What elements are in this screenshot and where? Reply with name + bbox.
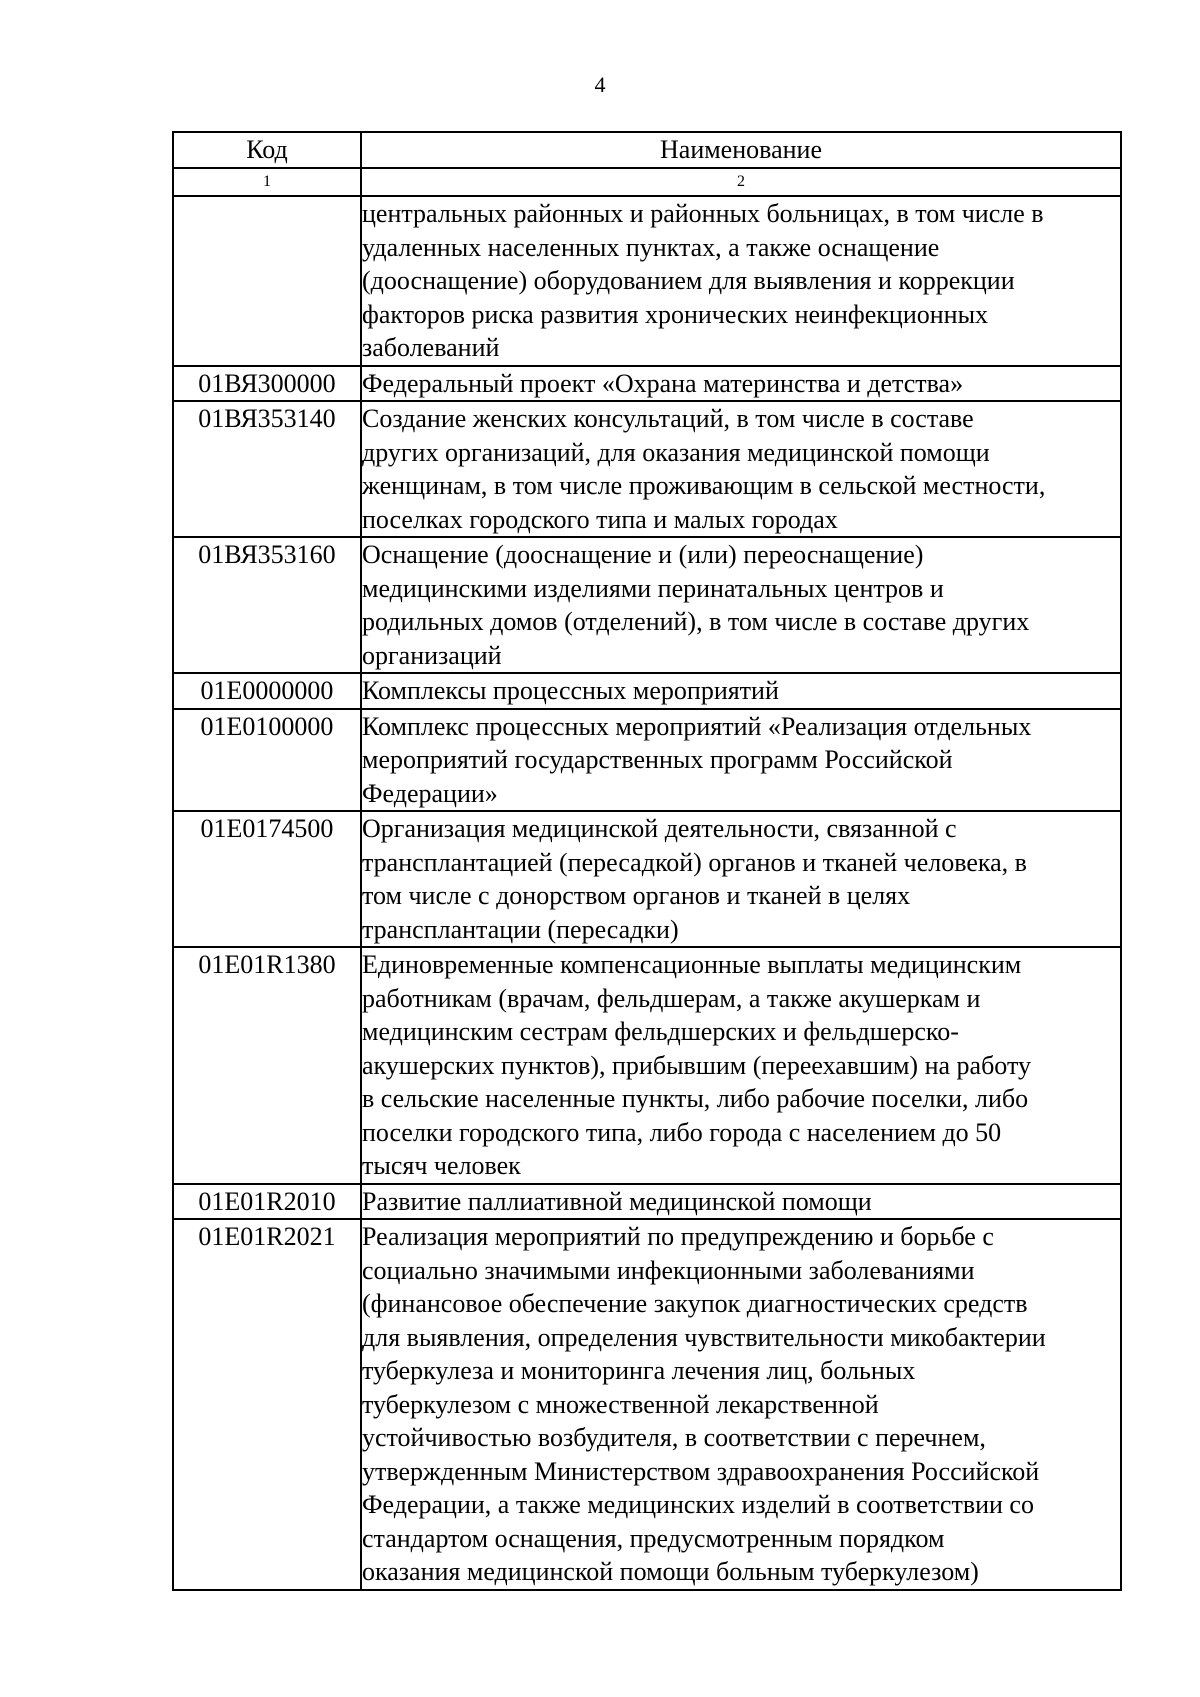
row-name-line: трансплантацией (пересадкой) органов и тканей человека, в: [362, 847, 1027, 877]
table-row: [173, 709, 1121, 812]
row-name-line: родильных домов (отделений), в том числе в составе других: [362, 607, 1030, 636]
column-number-row: [173, 168, 1121, 196]
row-name-line: Федеральный проект «Охрана материнства и детства»: [362, 368, 964, 398]
row-name-line: организаций: [362, 640, 502, 670]
row-name: [361, 811, 1121, 947]
row-name-line: Комплексы процессных мероприятий: [362, 676, 779, 705]
row-name: [361, 1219, 1121, 1590]
table-row: [173, 1219, 1121, 1590]
table-row: [173, 947, 1121, 1184]
row-name-line: центральных районных и районных больницах, в том числе в: [362, 199, 1044, 228]
table-row: [173, 811, 1121, 947]
table-row: [173, 673, 1121, 709]
row-name-line: заболеваний: [362, 333, 500, 362]
page-number: 4: [594, 72, 606, 97]
row-name-line: оказания медицинской помощи больным туберкулезом): [362, 1557, 979, 1586]
row-code: 01Е0000000: [173, 673, 361, 709]
row-code: 01ВЯ300000: [173, 366, 361, 402]
table-row: [173, 401, 1121, 537]
row-name: [361, 401, 1121, 537]
table-row: [173, 196, 1121, 366]
row-name-line: Оснащение (дооснащение и (или) переоснащение): [362, 540, 924, 569]
header-name: Наименование: [361, 132, 1121, 168]
row-name: [361, 673, 1121, 709]
row-name-line: поселках городского типа и малых городах: [362, 504, 838, 534]
table-header-row: [173, 132, 1121, 168]
row-name-line: для выявления, определения чувствительности микобактерии: [362, 1322, 1046, 1352]
row-code: 01Е0100000: [173, 709, 361, 812]
row-name-line: том числе с донорством органов и тканей в целях: [362, 881, 911, 910]
table-body: [173, 196, 1121, 1590]
row-name: [361, 537, 1121, 673]
row-code: 01Е0174500: [173, 811, 361, 947]
row-name-line: женщинам, в том числе проживающим в сельской местности,: [362, 471, 1046, 500]
row-code: 01ВЯ353140: [173, 401, 361, 537]
row-name-line: медицинским сестрам фельдшерских и фельдшерско-: [362, 1017, 959, 1046]
table-row: [173, 366, 1121, 402]
row-code: 01Е01R2021: [173, 1219, 361, 1590]
row-name: [361, 1184, 1121, 1220]
row-name-line: других организаций, для оказания медицинской помощи: [362, 437, 990, 467]
row-name-line: Федерации»: [362, 778, 498, 808]
row-name-line: поселки городского типа, либо города с населением до 50: [362, 1117, 1002, 1147]
table-row: [173, 1184, 1121, 1220]
row-name-line: туберкулезом с множественной лекарственной: [362, 1389, 879, 1419]
row-name-line: стандартом оснащения, предусмотренным порядком: [362, 1523, 945, 1553]
row-name-line: Организация медицинской деятельности, связанной с: [362, 814, 957, 843]
row-name-line: в сельские населенные пункты, либо рабочие поселки, либо: [362, 1084, 1029, 1113]
row-name-line: тысяч человек: [362, 1151, 521, 1180]
budget-code-table: [172, 131, 1122, 1591]
row-name-line: мероприятий государственных программ Российской: [362, 745, 953, 774]
column-number-2: 2: [361, 168, 1121, 196]
column-number-1: 1: [173, 168, 361, 196]
row-name-line: (дооснащение) оборудованием для выявления и коррекции: [362, 266, 1015, 295]
row-name-line: акушерских пунктов), прибывшим (переехавшим) на работу: [362, 1050, 1031, 1080]
header-code: Код: [173, 132, 361, 168]
row-name-line: работникам (врачам, фельдшерам, а также акушеркам и: [362, 983, 981, 1013]
row-code: 01Е01R1380: [173, 947, 361, 1184]
row-name: [361, 366, 1121, 402]
row-name-line: Развитие паллиативной медицинской помощи: [362, 1186, 872, 1216]
row-name: [361, 947, 1121, 1184]
row-name-line: (финансовое обеспечение закупок диагностических средств: [362, 1289, 1028, 1318]
row-code: 01ВЯ353160: [173, 537, 361, 673]
row-name-line: Создание женских консультаций, в том числе в составе: [362, 404, 974, 433]
row-name-line: Единовременные компенсационные выплаты медицинским: [362, 950, 1022, 979]
row-code: [173, 196, 361, 366]
table-row: [173, 537, 1121, 673]
row-code: 01Е01R2010: [173, 1184, 361, 1220]
row-name: [361, 196, 1121, 366]
row-name-line: медицинскими изделиями перинатальных центров и: [362, 573, 944, 603]
row-name-line: Федерации, а также медицинских изделий в соответствии со: [362, 1490, 1034, 1519]
row-name-line: факторов риска развития хронических неинфекционных: [362, 299, 989, 329]
row-name-line: трансплантации (пересадки): [362, 914, 679, 944]
row-name-line: устойчивостью возбудителя, в соответствии с перечнем,: [362, 1423, 986, 1452]
row-name-line: Реализация мероприятий по предупреждению и борьбе с: [362, 1222, 994, 1251]
row-name-line: туберкулеза и мониторинга лечения лиц, больных: [362, 1356, 916, 1385]
row-name-line: удаленных населенных пунктах, а также оснащение: [362, 232, 940, 262]
row-name-line: утвержденным Министерством здравоохранения Российской: [362, 1456, 1040, 1486]
row-name-line: социально значимыми инфекционными заболеваниями: [362, 1255, 975, 1285]
row-name-line: Комплекс процессных мероприятий «Реализация отдельных: [362, 711, 1032, 741]
row-name: [361, 709, 1121, 812]
